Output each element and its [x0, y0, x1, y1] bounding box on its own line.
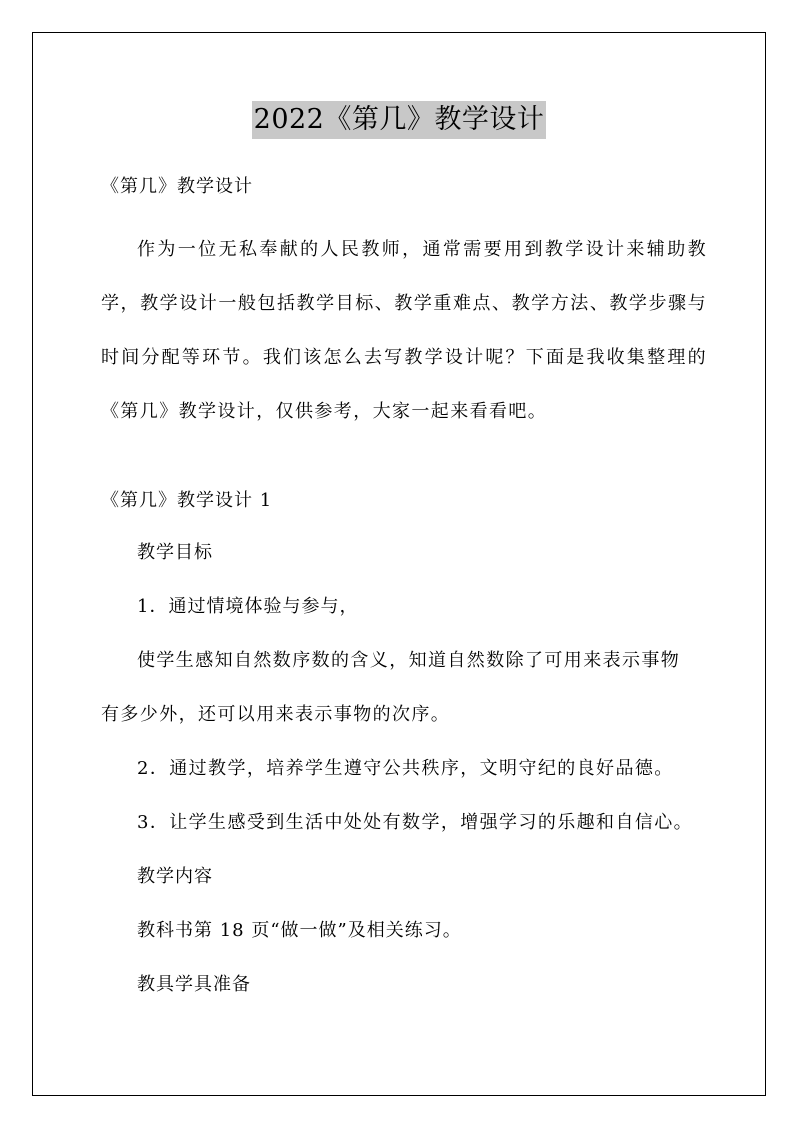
- section-heading: 《第几》教学设计 1: [101, 490, 273, 511]
- goal-2: 2．通过教学，培养学生遵守公共秩序，文明守纪的良好品德。: [137, 758, 674, 779]
- document-title: 2022《第几》教学设计: [252, 101, 547, 139]
- goal-1-line-2: 有多少外，还可以用来表示事物的次序。: [101, 704, 451, 725]
- goal-3: 3．让学生感受到生活中处处有数学，增强学习的乐趣和自信心。: [137, 812, 694, 833]
- goals-heading: 教学目标: [137, 542, 213, 563]
- document-subtitle: 《第几》教学设计: [101, 176, 253, 197]
- content-heading: 教学内容: [137, 866, 213, 887]
- content-text: 教科书第 18 页“做一做”及相关练习。: [137, 920, 462, 941]
- goal-1-line-1: 使学生感知自然数序数的含义，知道自然数除了可用来表示事物: [137, 650, 681, 671]
- tools-heading: 教具学具准备: [137, 974, 251, 995]
- goal-1-title: 1．通过情境体验与参与，: [137, 596, 359, 617]
- document-page: [32, 32, 766, 1096]
- intro-paragraph: 作为一位无私奉献的人民教师，通常需要用到教学设计来辅助教学，教学设计一般包括教学目标、教学重难点、教学方法、教学步骤与时间分配等环节。我们该怎么去写教学设计呢？下面是我收集整理的《第几》教学设计，仅供参考，大家一起来看看吧。: [101, 239, 707, 422]
- title-wrap: [33, 101, 765, 139]
